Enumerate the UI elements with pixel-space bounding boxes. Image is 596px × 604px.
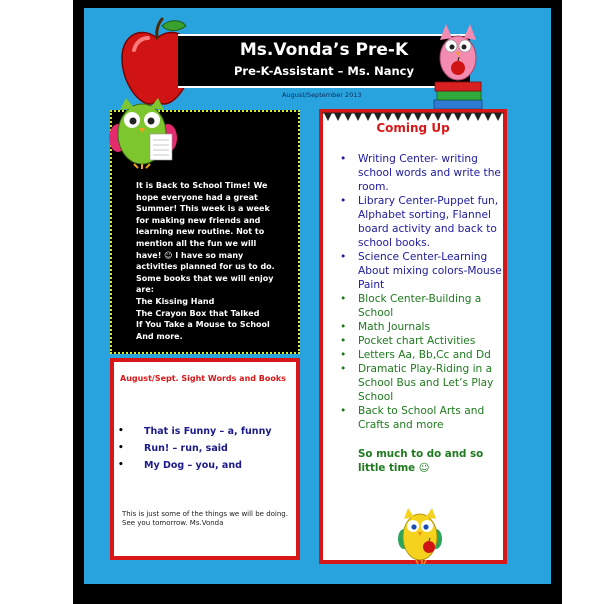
bullet-icon: • — [340, 153, 347, 165]
yellow-owl-apple-icon — [396, 505, 444, 565]
list-item — [338, 194, 503, 250]
welcome-line: It is Back to School Time! We — [136, 181, 268, 190]
coming-up-title: Coming Up — [376, 121, 450, 135]
bullet-icon: • — [340, 335, 347, 347]
sight-word-item: That is Funny – a, funny — [144, 426, 272, 437]
sight-words-title: August/Sept. Sight Words and Books — [120, 374, 286, 383]
sign-off-note: This is just some of the things we will be doing. See you tomorrow. Ms.Vonda — [122, 510, 288, 527]
list-item — [114, 443, 272, 460]
bullet-icon: • — [340, 321, 347, 333]
welcome-line: Summer! This week is a week — [136, 204, 270, 214]
list-item — [338, 334, 503, 348]
welcome-line: for making new friends and — [136, 215, 261, 225]
sight-words-list — [114, 426, 272, 477]
sight-word-item: My Dog – you, and — [144, 460, 242, 471]
bullet-icon: • — [340, 363, 347, 375]
coming-up-item: Dramatic Play-Riding in a School Bus and Let’s Play School — [358, 363, 494, 403]
list-item — [338, 292, 503, 320]
welcome-line: hope everyone had a great — [136, 192, 258, 202]
bullet-icon: • — [340, 195, 347, 207]
list-item — [338, 250, 503, 292]
welcome-line: And more. — [136, 331, 183, 341]
welcome-line: activities planned for us to do. — [136, 262, 275, 272]
list-item — [338, 320, 503, 334]
title-banner — [178, 34, 470, 88]
welcome-message — [136, 180, 280, 342]
coming-up-item: Back to School Arts and Crafts and more — [358, 405, 485, 431]
list-item — [114, 426, 272, 443]
coming-up-item: Letters Aa, Bb,Cc and Dd — [358, 349, 491, 361]
coming-up-list — [338, 152, 503, 432]
list-item — [338, 362, 503, 404]
bullet-icon: • — [340, 349, 347, 361]
welcome-line: mention all the fun we will — [136, 238, 257, 248]
welcome-line: have! ☺ I have so many — [136, 250, 244, 260]
list-item — [114, 460, 272, 477]
welcome-line: Some books that we will enjoy — [136, 273, 274, 283]
bullet-icon: • — [340, 293, 347, 305]
book-title: If You Take a Mouse to School — [136, 320, 270, 330]
page-subtitle: Pre-K-Assistant – Ms. Nancy — [234, 64, 414, 78]
coming-up-item: Library Center-Puppet fun, Alphabet sorting, Flannel board activity and back to school books. — [358, 195, 499, 249]
bullet-icon: • — [340, 405, 347, 417]
list-item — [338, 404, 503, 432]
bullet-icon: • — [118, 460, 124, 470]
coming-up-item: Block Center-Building a School — [358, 293, 482, 319]
closing-message: So much to do and so little time ☺ — [358, 448, 484, 474]
bullet-icon: • — [118, 443, 124, 453]
page-title: Ms.Vonda’s Pre-K — [239, 40, 409, 60]
coming-up-item: Math Journals — [358, 321, 431, 333]
newsletter-date: August/September 2013 — [282, 91, 362, 99]
book-title: The Crayon Box that Talked — [136, 308, 260, 318]
list-item — [338, 348, 503, 362]
book-title: The Kissing Hand — [136, 296, 215, 306]
sight-word-item: Run! – run, said — [144, 443, 228, 454]
bullet-icon: • — [340, 251, 347, 263]
pink-owl-books-icon — [430, 18, 486, 110]
coming-up-item: Science Center-Learning About mixing colors-Mouse Paint — [358, 251, 502, 291]
welcome-line: are: — [136, 285, 154, 295]
coming-up-item: Writing Center- writing school words and write the room. — [358, 153, 501, 193]
coming-up-item: Pocket chart Activities — [358, 335, 476, 347]
bullet-icon: • — [118, 426, 124, 436]
welcome-line: learning new routine. Not to — [136, 227, 265, 237]
green-owl-icon — [106, 98, 178, 170]
list-item — [338, 152, 503, 194]
